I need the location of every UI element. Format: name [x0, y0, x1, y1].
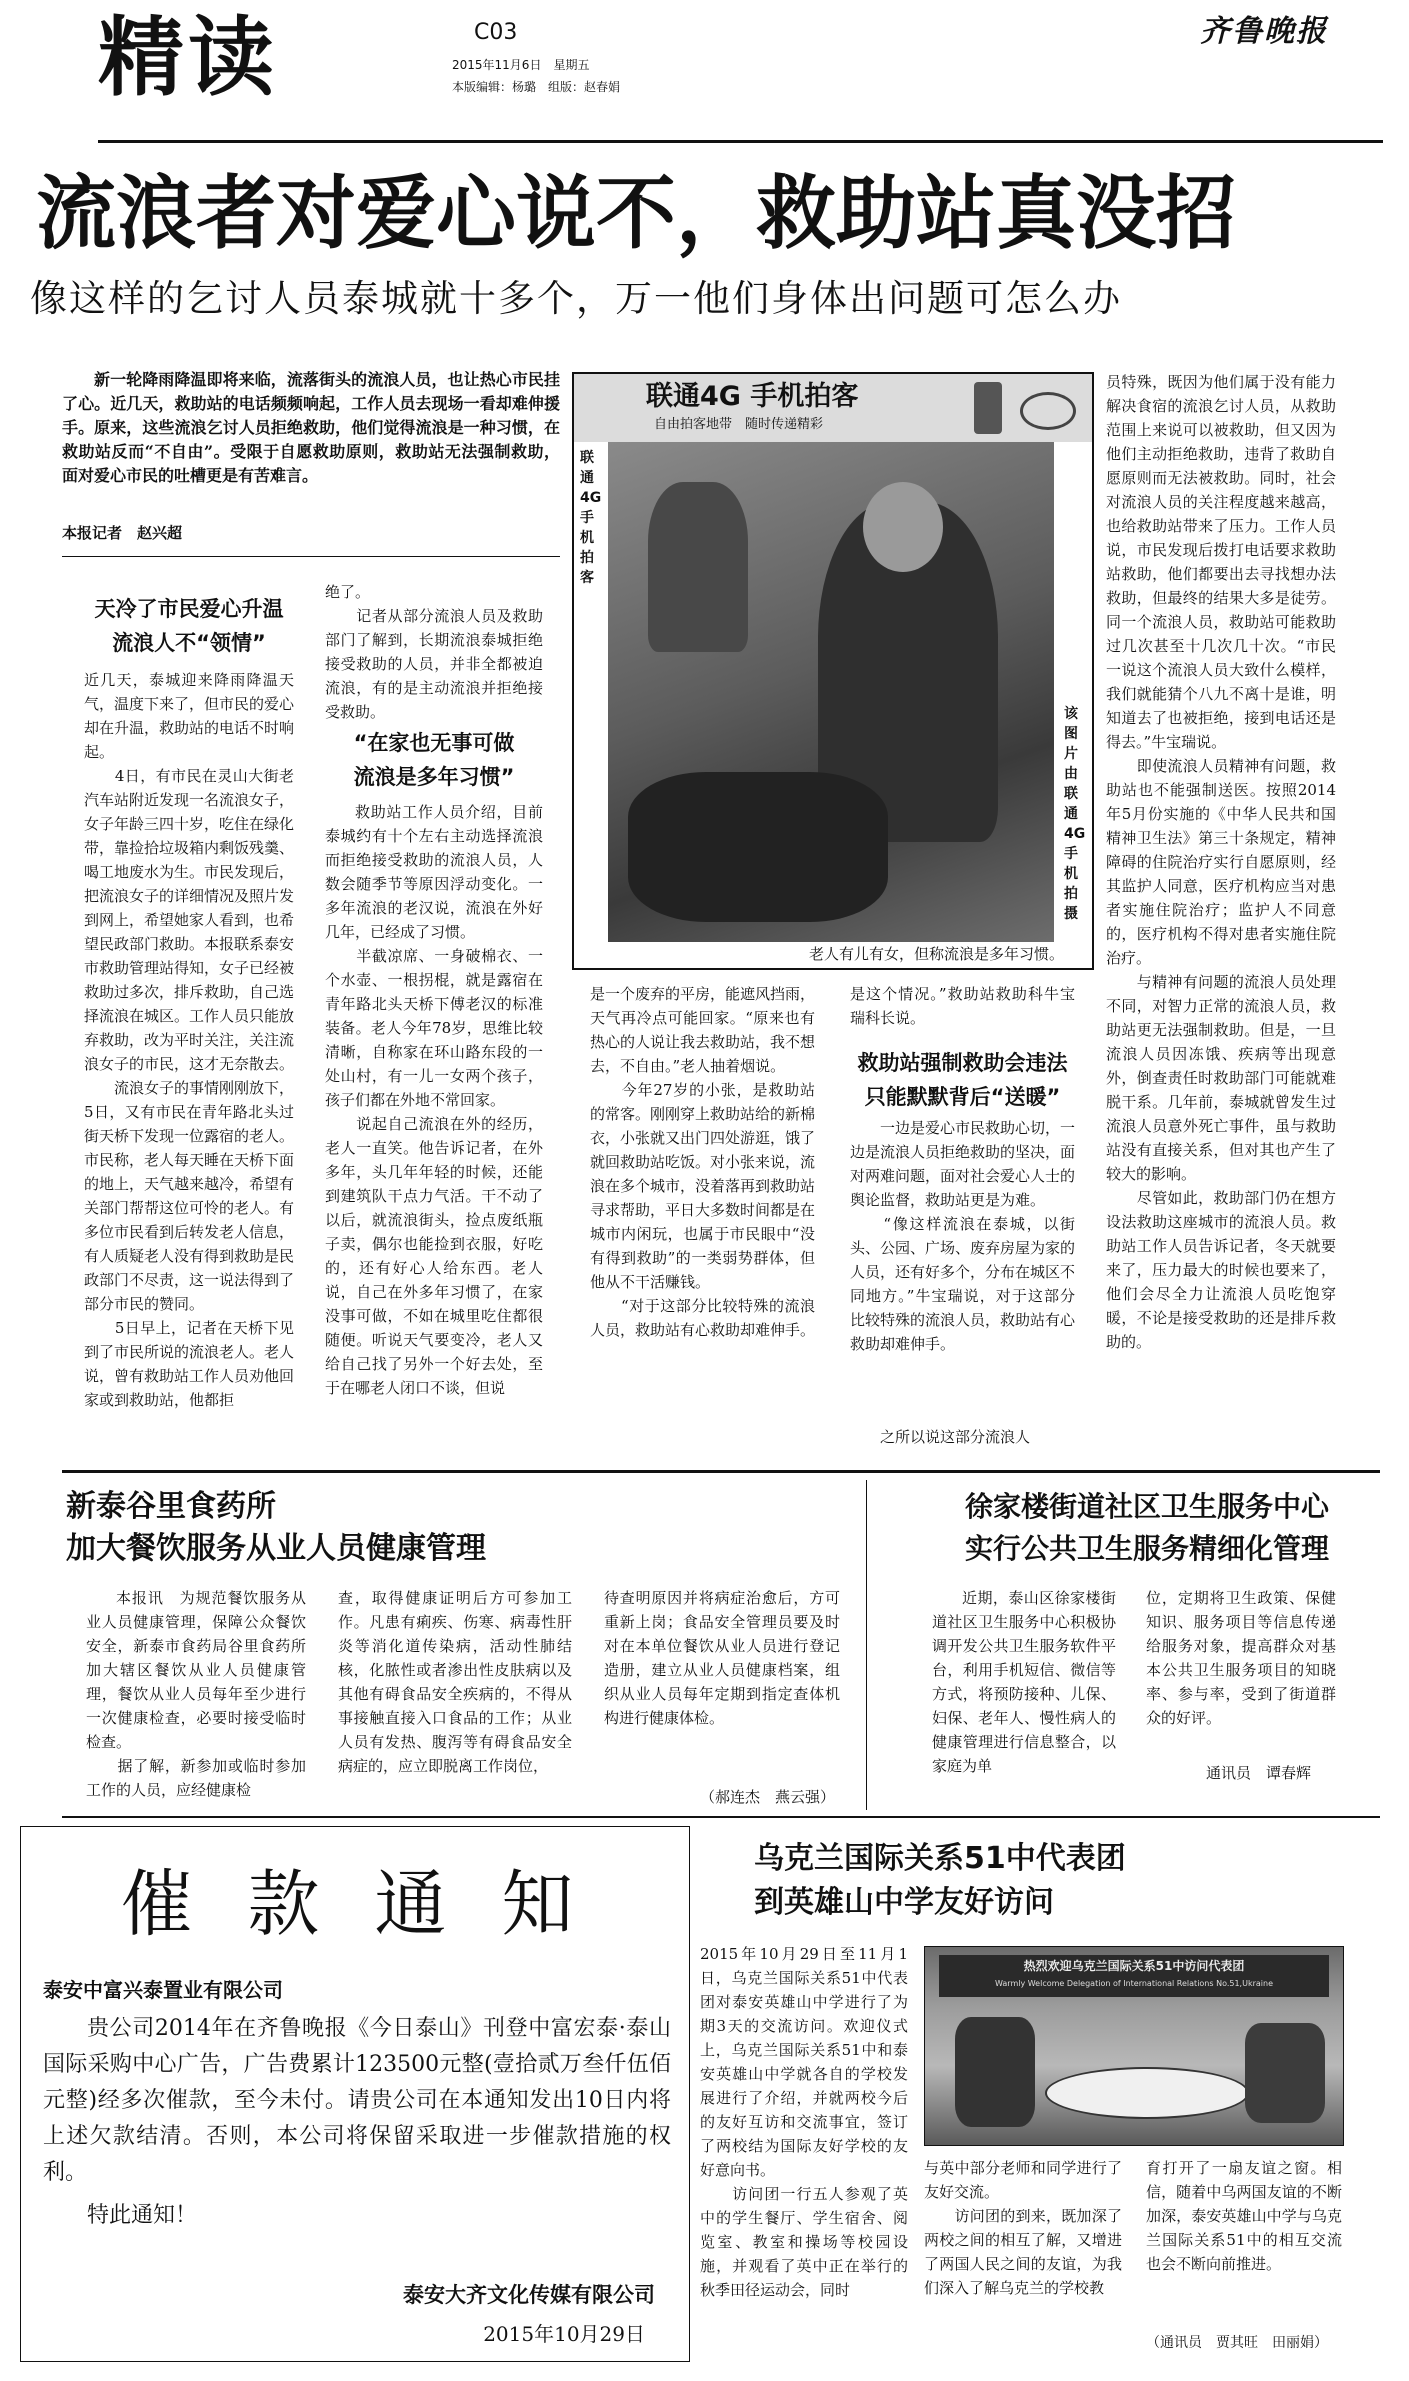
col2-subheading: “在家也无事可做 流浪是多年习惯”	[353, 731, 515, 789]
food-col2: 查，取得健康证明后方可参加工作。凡患有痢疾、伤寒、病毒性肝炎等消化道传染病，活动性肺结核，化脓性或者渗出性皮肤病以及其他有碍食品安全疾病的，不得从事接触直接入口食品的工作；从业人员有发热、腹泻等有碍食品安全病症的，应立即脱离工作岗位，	[338, 1589, 572, 1775]
clinic-headline-1: 徐家楼街道社区卫生服务中心	[964, 1490, 1329, 1523]
ukraine-photo	[925, 1947, 1343, 2145]
welcome-banner-text: 热烈欢迎乌克兰国际关系51中访问代表团	[1023, 1959, 1245, 1973]
bedding-bundle	[628, 772, 888, 922]
lead-col3: 是一个废弃的平房，能遮风挡雨，天气再冷点可能回家。“原来也有热心的人说让我去救助站，我不想去，不自由。”老人抽着烟说。 今年27岁的小张，是救助站的常客。刚刚穿上救助站给的新棉衣，小张就又出门四处游逛，饿了就回救助站吃饭。对小张来说，流浪在多个城市，没着落再到救助站寻求帮助，平日大多数时间都是在城市内闲玩，也属于市民眼中“没有得到救助”的一类弱势群体，但他从不干活赚钱。 “对于这部分比较特殊的流浪人员，救助站有心救助却难伸手。	[590, 985, 816, 1339]
lead-col4-top: 是这个情况。”救助站救助科牛宝瑞科长说。	[850, 985, 1075, 1027]
lead-bottom-rule	[62, 1470, 1380, 1473]
col4-subheading: 救助站强制救助会违法 只能默默背后“送暖”	[857, 1051, 1068, 1109]
ukraine-headline-2: 到英雄山中学友好访问	[754, 1885, 1054, 1920]
lead-col2-top: 绝了。 记者从部分流浪人员及救助部门了解到，长期流浪泰城拒绝接受救助的人员，并非全都被迫流浪，有的是主动流浪并拒绝接受救助。	[325, 583, 543, 721]
col1-subheading: 天冷了市民爱心升温 流浪人不“领情”	[94, 597, 284, 655]
lead-headline: 流浪者对爱心说不，救助站真没招	[36, 167, 1236, 260]
meeting-table	[1045, 2067, 1249, 2119]
section-title: 精读	[98, 8, 278, 108]
ukraine-byline: （通讯员 贾其旺 田丽娟）	[1146, 2335, 1328, 2351]
lead-subtitle: 像这样的乞讨人员泰城就十多个，万一他们身体出问题可怎么办	[30, 277, 1122, 320]
photo-side-left: 联通4G手机拍客	[580, 450, 602, 586]
clinic-col2: 位，定期将卫生政策、保健知识、服务项目等信息传递给服务对象，提高群众对基本公共卫生服务项目的知晓率、参与率，受到了街道群众的好评。	[1146, 1589, 1336, 1727]
food-headline-2: 加大餐饮服务从业人员健康管理	[66, 1531, 486, 1566]
welcome-banner-text-en: Warmly Welcome Delegation of International Relations No.51,Ukraine	[995, 1979, 1273, 1988]
mid-divider	[866, 1480, 867, 1810]
editors-credit: 本版编辑：杨璐 组版：赵春娟	[452, 80, 621, 94]
ukraine-col1: 2015年10月29日至11月1日，乌克兰国际关系51中代表团对泰安英雄山中学进行了为期3天的交流访问。欢迎仪式上，乌克兰国际关系51中和泰安英雄山中学就各自的学校发展进行了介绍，并就两校今后的友好互访和交流事宜，签订了两校结为国际友好学校的友好意向书。 访问团一行五人参观了英中的学生餐厅、学生宿舍、阅览室、教室和操场等校园设施，并观看了英中正在举行的秋季田径运动会，同时	[700, 1945, 908, 2299]
notice-title: 催 款 通 知	[120, 1862, 590, 1946]
photo-side-right: 该图片由联通4G手机拍摄	[1064, 706, 1086, 922]
notice-closing: 特此通知！	[87, 2203, 198, 2228]
notice-recipient: 泰安中富兴泰置业有限公司	[43, 1978, 283, 2002]
notice-signature: 泰安大齐文化传媒有限公司	[403, 2283, 655, 2307]
welcome-banner	[939, 1955, 1329, 1997]
lead-photo	[608, 442, 1054, 942]
intro-rule	[62, 556, 560, 557]
lead-col2: 救助站工作人员介绍，目前泰城约有十个左右主动选择流浪而拒绝接受救助的流浪人员，人数会随季节等原因浮动变化。一多年流浪的老汉说，流浪在外好几年，已经成了习惯。 半截凉席、一身破棉衣、一个水壶、一根拐棍，就是露宿在青年路北头天桥下傅老汉的标准装备。老人今年78岁，思维比较清晰，自称家在环山路东段的一处山村，有一儿一女两个孩子，孩子们都在外地不常回家。 说起自己流浪在外的经历，老人一直笑。他告诉记者，在外多年，头几年年轻的时候，还能到建筑队干点力气活。干不动了以后，就流浪街头，捡点废纸瓶子卖，偶尔也能捡到衣服，好吃的，还有好心人给东西。老人说，自己在外多年习惯了，在家没事可做，不如在城里吃住都很随便。听说天气要变冷，老人又给自己找了另外一个好去处，至于在哪老人闭口不谈，但说	[325, 803, 543, 1397]
lead-photo-caption: 老人有儿有女，但称流浪是多年习惯。	[808, 945, 1064, 963]
unicom-logo-icon	[1020, 392, 1076, 430]
photo-banner	[574, 374, 1092, 442]
clinic-col1: 近期，泰山区徐家楼街道社区卫生服务中心积极协调开发公共卫生服务软件平台，利用手机短信、微信等方式，将预防接种、儿保、妇保、老年人、慢性病人的健康管理进行信息整合，以家庭为单	[932, 1589, 1116, 1775]
ukraine-col3: 育打开了一扇友谊之窗。相信，随着中乌两国友谊的不断加深，泰安英雄山中学与乌克兰国际关系51中的相互交流也会不断向前推进。	[1146, 2159, 1342, 2273]
second-person-figure	[648, 482, 748, 652]
payment-notice-box	[20, 1826, 690, 2362]
ukraine-col2: 与英中部分老师和同学进行了友好交流。 访问团的到来，既加深了两校之间的相互了解，又增进了两国人民之间的友谊，为我们深入了解乌克兰的学校教	[924, 2159, 1122, 2297]
lead-col1: 近几天，泰城迎来降雨降温天气，温度下来了，但市民的爱心却在升温，救助站的电话不时响起。 4日，有市民在灵山大街老汽车站附近发现一名流浪女子，女子年龄三四十岁，吃住在绿化带，靠捡拾垃圾箱内剩饭残羹、喝工地废水为生。市民发现后，把流浪女子的详细情况及照片发到网上，希望她家人看到，也希望民政部门救助。本报联系泰安市救助管理站得知，女子已经被救助过多次，排斥救助，自己选择流浪在城区。工作人员只能放弃救助，改为平时关注，关注流浪女子的市民，这才无奈散去。 流浪女子的事情刚刚放下，5日，又有市民在青年路北头过街天桥下发现一位露宿的老人。市民称，老人每天睡在天桥下面的地上，天气越来越冷，希望有关部门帮帮这位可怜的老人。有多位市民看到后转发老人信息，有人质疑老人没有得到救助是民政部门不尽责，这一说法得到了部分市民的赞同。 5日早上，记者在天桥下见到了市民所说的流浪老人。老人说，曾有救助站工作人员劝他回家或到救助站，他都拒	[84, 671, 295, 1409]
lead-byline: 本报记者 赵兴超	[62, 524, 183, 542]
photo-banner-title: 联通4G 手机拍客	[646, 381, 859, 412]
header-rule	[98, 140, 1383, 143]
attendees-left	[955, 2017, 1035, 2127]
food-col1: 本报讯 为规范餐饮服务从业人员健康管理，保障公众餐饮安全，新泰市食药局谷里食药所加大辖区餐饮从业人员健康管理，餐饮从业人员每年至少进行一次健康检查，必要时接受临时检查。 据了解，新参加或临时参加工作的人员，应经健康检	[86, 1589, 306, 1799]
old-man-head	[863, 482, 943, 572]
attendees-right	[1245, 2023, 1325, 2123]
issue-date: 2015年11月6日 星期五	[452, 58, 590, 72]
page-number: C03	[474, 20, 518, 45]
photo-banner-sub: 自由拍客地带 随时传递精彩	[654, 417, 824, 432]
lead-intro: 新一轮降雨降温即将来临，流落街头的流浪人员，也让热心市民挂了心。近几天，救助站的电话频频响起，工作人员去现场一看却难伸援手。原来，这些流浪乞讨人员拒绝救助，他们觉得流浪是一种习惯，在救助站反而“不自由”。受限于自愿救助原则，救助站无法强制救助，面对爱心市民的吐槽更是有苦难言。	[62, 370, 560, 485]
lower-rule	[62, 1816, 1380, 1818]
notice-date: 2015年10月29日	[483, 2322, 645, 2346]
notice-body: 贵公司2014年在齐鲁晚报《今日泰山》刊登中富宏泰·泰山国际采购中心广告，广告费累计123500元整(壹拾贰万叁仟伍佰元整)经多次催款，至今未付。请贵公司在本通知发出10日内将上述欠款结清。否则，本公司将保留采取进一步催款措施的权利。	[43, 2016, 671, 2185]
food-byline: （郝连杰 燕云强）	[700, 1788, 836, 1806]
food-col3: 待查明原因并将病症治愈后，方可重新上岗；食品安全管理员要及时对在本单位餐饮从业人员进行登记造册，建立从业人员健康档案，组织从业人员每年定期到指定查体机构进行健康体检。	[604, 1589, 840, 1727]
ukraine-photo-frame	[924, 1946, 1344, 2146]
masthead-logo: 齐鲁晚报	[1200, 14, 1328, 49]
lead-photo-frame	[572, 372, 1094, 970]
clinic-headline-2: 实行公共卫生服务精细化管理	[964, 1532, 1329, 1565]
lead-col3-last: 之所以说这部分流浪人	[850, 1428, 1031, 1446]
ukraine-headline-1: 乌克兰国际关系51中代表团	[754, 1841, 1126, 1876]
lead-col5: 员特殊，既因为他们属于没有能力解决食宿的流浪乞讨人员，从救助范围上来说可以被救助，但又因为他们主动拒绝救助，违背了救助自愿原则而无法被救助。同时，社会对流浪人员的关注程度越来越高，也给救助站带来了压力。工作人员说，市民发现后拨打电话要求救助站救助，他们都要出去寻找想办法救助，但最终的结果大多是徒劳。同一个流浪人员，救助站可能救助过几次甚至十几次几十次。“市民一说这个流浪人员大致什么模样，我们就能猜个八九不离十是谁，明知道去了也被拒绝，接到电话还是得去。”牛宝瑞说。 即使流浪人员精神有问题，救助站也不能强制送医。按照2014年5月份实施的《中华人民共和国精神卫生法》第三十条规定，精神障碍的住院治疗实行自愿原则，经其监护人同意，医疗机构应当对患者实施住院治疗；监护人不同意的，医疗机构不得对患者实施住院治疗。 与精神有问题的流浪人员处理不同，对智力正常的流浪人员，救助站更无法强制救助。但是，一旦流浪人员因冻饿、疾病等出现意外，倒查责任时救助部门可能就难脱干系。几年前，泰城就曾发生过流浪人员意外死亡事件，虽与救助站没有直接关系，但对其也产生了较大的影响。 尽管如此，救助部门仍在想方设法救助这座城市的流浪人员。救助站工作人员告诉记者，冬天就要来了，压力最大的时候也要来了，他们会尽全力让流浪人员吃饱穿暖，不论是接受救助的还是排斥救助的。	[1106, 373, 1336, 1351]
clinic-byline: 通讯员 谭春辉	[1206, 1764, 1312, 1782]
lead-col4: 一边是爱心市民救助心切，一边是流浪人员拒绝救助的坚决，面对两难问题，面对社会爱心人士的舆论监督，救助站更是为难。 “像这样流浪在泰城，以街头、公园、广场、废弃房屋为家的人员，还有好多个，分布在城区不同地方。”牛宝瑞说，对于这部分比较特殊的流浪人员，救助站有心救助却难伸手。	[850, 1119, 1076, 1353]
phone-icon	[974, 382, 1002, 434]
food-headline-1: 新泰谷里食药所	[66, 1489, 276, 1524]
